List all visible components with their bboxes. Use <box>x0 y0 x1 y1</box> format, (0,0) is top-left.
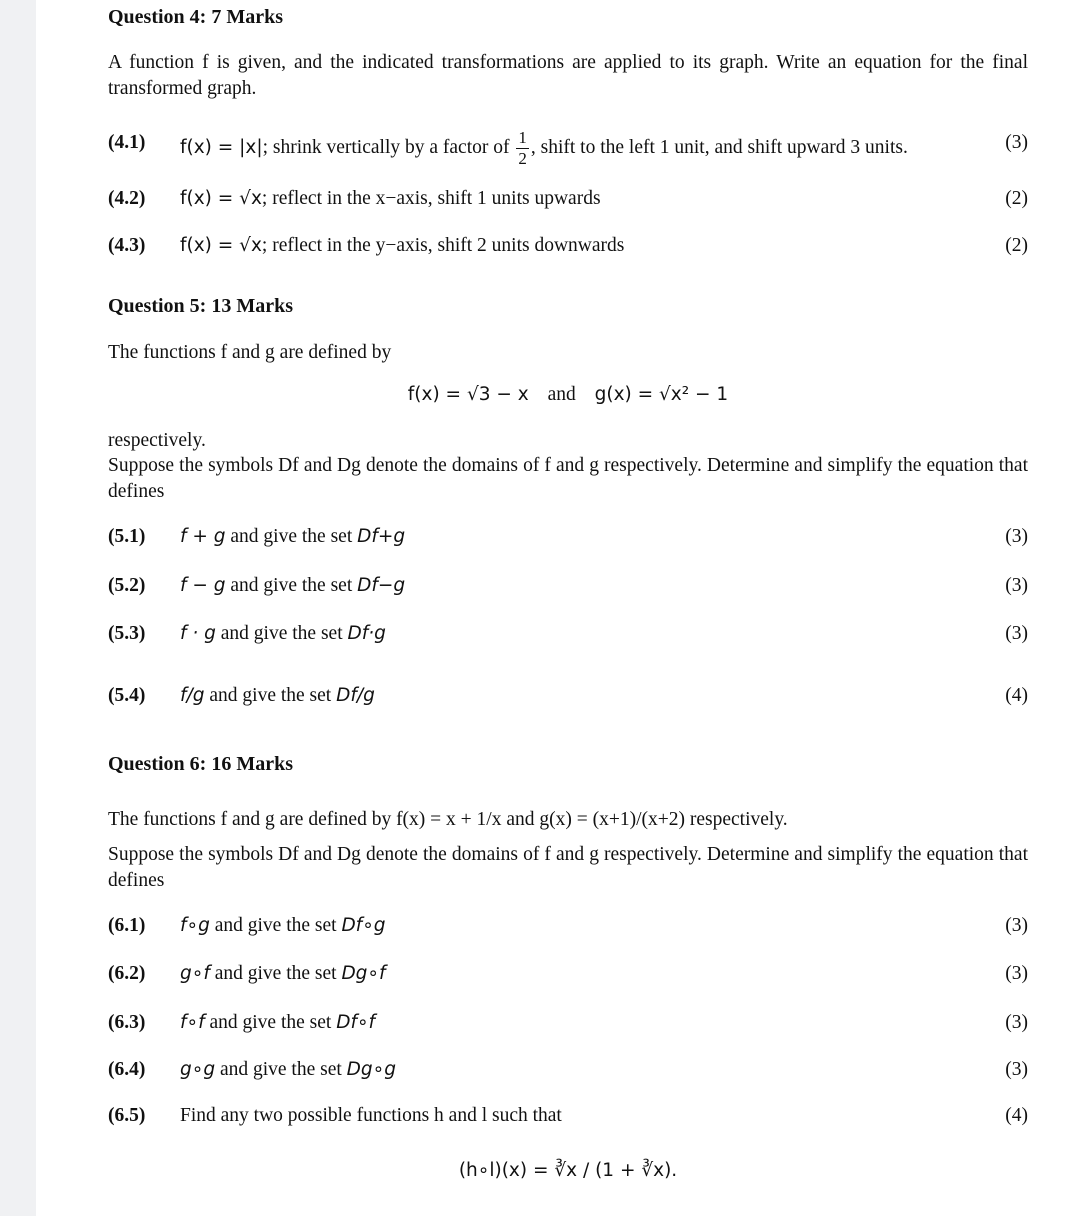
q4-item-1-marks: (3) <box>1005 132 1028 153</box>
q4-item-2 <box>108 186 1028 216</box>
q5-item-3-number: (5.3) <box>108 623 146 644</box>
q6-item-4-expr: g∘g <box>180 1059 216 1080</box>
q6-item-2-marks: (3) <box>1005 963 1028 984</box>
q6-intro: The functions f and g are defined by f(x) = x + 1/x and g(x) = (x+1)/(x+2) respectively. <box>108 809 788 830</box>
q6-final-equation <box>108 1160 1028 1182</box>
q5-item-4-number: (5.4) <box>108 685 146 706</box>
q4-heading: Question 4: 7 Marks <box>108 6 283 28</box>
q5-item-2-expr: f − g <box>180 575 226 596</box>
q6-item-3-text: and give the set <box>204 1012 337 1033</box>
q4-item-1-number: (4.1) <box>108 132 146 153</box>
q5-item-1-number: (5.1) <box>108 526 146 547</box>
q5-item-4-set: Df/g <box>336 685 375 706</box>
q6-item-2-text: and give the set <box>209 963 342 984</box>
q4-item-2-marks: (2) <box>1005 188 1028 209</box>
q6-item-3-expr: f∘f <box>180 1012 205 1033</box>
q5-suppose: Suppose the symbols Df and Dg denote the domains of f and g respectively. Determine and simplify the equation that defines <box>108 455 1028 502</box>
q6-item-3-set: Df∘f <box>336 1012 376 1033</box>
q4-intro: A function f is given, and the indicated transformations are applied to its graph. Write an equation for the final transformed graph. <box>108 52 1028 99</box>
q6-item-2-set: Dg∘f <box>341 963 386 984</box>
q5-item-4-text: and give the set <box>204 685 337 706</box>
q4-item-1-text <box>180 128 908 169</box>
q5-item-1 <box>108 524 1028 554</box>
q6-heading: Question 6: 16 Marks <box>108 753 293 775</box>
q4-item-1-func: f(x) = |x| <box>180 136 263 158</box>
q5-definitions <box>108 384 1028 406</box>
q5-item-1-expr: f + g <box>180 526 226 547</box>
q6-item-3-number: (6.3) <box>108 1012 146 1033</box>
q4-item-1-frac-den: 2 <box>518 149 527 168</box>
q6-item-5-marks: (4) <box>1005 1105 1028 1126</box>
q6-item-1-number: (6.1) <box>108 915 146 936</box>
q5-heading: Question 5: 13 Marks <box>108 295 293 317</box>
q5-item-2-text: and give the set <box>225 575 358 596</box>
q5-item-3-set: Df·g <box>347 623 386 644</box>
q4-item-2-text: ; reflect in the x−axis, shift 1 units upwards <box>261 188 601 209</box>
q6-item-1-marks: (3) <box>1005 915 1028 936</box>
q4-item-1-text-a: ; shrink vertically by a factor of <box>262 136 510 158</box>
q4-item-2-func: f(x) = √x <box>180 188 262 209</box>
q5-item-1-marks: (3) <box>1005 526 1028 547</box>
q6-item-1-expr: f∘g <box>180 915 210 936</box>
q5-item-3 <box>108 621 1028 651</box>
q6-item-5 <box>108 1103 1028 1133</box>
q6-item-3 <box>108 1010 1028 1040</box>
document-page <box>36 0 1080 1216</box>
q6-item-1-text: and give the set <box>209 915 342 936</box>
q5-item-1-text: and give the set <box>225 526 358 547</box>
q6-final-equation-text: (h∘l)(x) = ∛x / (1 + ∛x). <box>458 1160 678 1181</box>
q5-g-definition: g(x) = √x² − 1 <box>594 384 729 405</box>
q5-respectively: respectively. <box>108 430 206 451</box>
q5-item-2-marks: (3) <box>1005 575 1028 596</box>
q6-item-4-text: and give the set <box>215 1059 347 1080</box>
q5-item-1-set: Df+g <box>357 526 406 547</box>
q6-item-1-set: Df∘g <box>341 915 386 936</box>
q6-item-5-number: (6.5) <box>108 1105 146 1126</box>
q6-item-4-set: Dg∘g <box>346 1059 396 1080</box>
q5-item-2-set: Df−g <box>357 575 406 596</box>
q6-suppose: Suppose the symbols Df and Dg denote the domains of f and g respectively. Determine and simplify the equation that defines <box>108 844 1028 891</box>
q6-item-4-marks: (3) <box>1005 1059 1028 1080</box>
q4-item-1 <box>108 120 1028 170</box>
q5-item-4-marks: (4) <box>1005 685 1028 706</box>
q5-intro: The functions f and g are defined by <box>108 342 392 363</box>
q6-item-4-number: (6.4) <box>108 1059 146 1080</box>
q5-and-word: and <box>547 384 576 405</box>
q6-item-3-marks: (3) <box>1005 1012 1028 1033</box>
q5-item-2-number: (5.2) <box>108 575 146 596</box>
q5-item-3-marks: (3) <box>1005 623 1028 644</box>
q5-item-4-expr: f/g <box>180 685 205 706</box>
q5-item-2 <box>108 573 1028 603</box>
q5-item-3-text: and give the set <box>215 623 348 644</box>
q6-item-2-expr: g∘f <box>180 963 210 984</box>
q4-item-1-text-b: , shift to the left 1 unit, and shift upward 3 units. <box>530 136 908 158</box>
q4-item-3-func: f(x) = √x <box>180 235 262 256</box>
q5-f-definition: f(x) = √3 − x <box>407 384 529 405</box>
q6-item-2-number: (6.2) <box>108 963 146 984</box>
q6-item-1 <box>108 913 1028 943</box>
q6-item-4 <box>108 1057 1028 1087</box>
q4-item-3-text: ; reflect in the y−axis, shift 2 units downwards <box>261 235 625 256</box>
q4-item-3-marks: (2) <box>1005 235 1028 256</box>
q6-item-2 <box>108 961 1028 991</box>
q4-item-2-number: (4.2) <box>108 188 146 209</box>
q5-item-4 <box>108 683 1028 713</box>
q4-item-3-number: (4.3) <box>108 235 146 256</box>
q4-item-1-frac-num: 1 <box>518 128 527 147</box>
q4-item-3 <box>108 233 1028 263</box>
q6-item-5-text: Find any two possible functions h and l such that <box>180 1105 562 1126</box>
q5-item-3-expr: f · g <box>180 623 216 644</box>
